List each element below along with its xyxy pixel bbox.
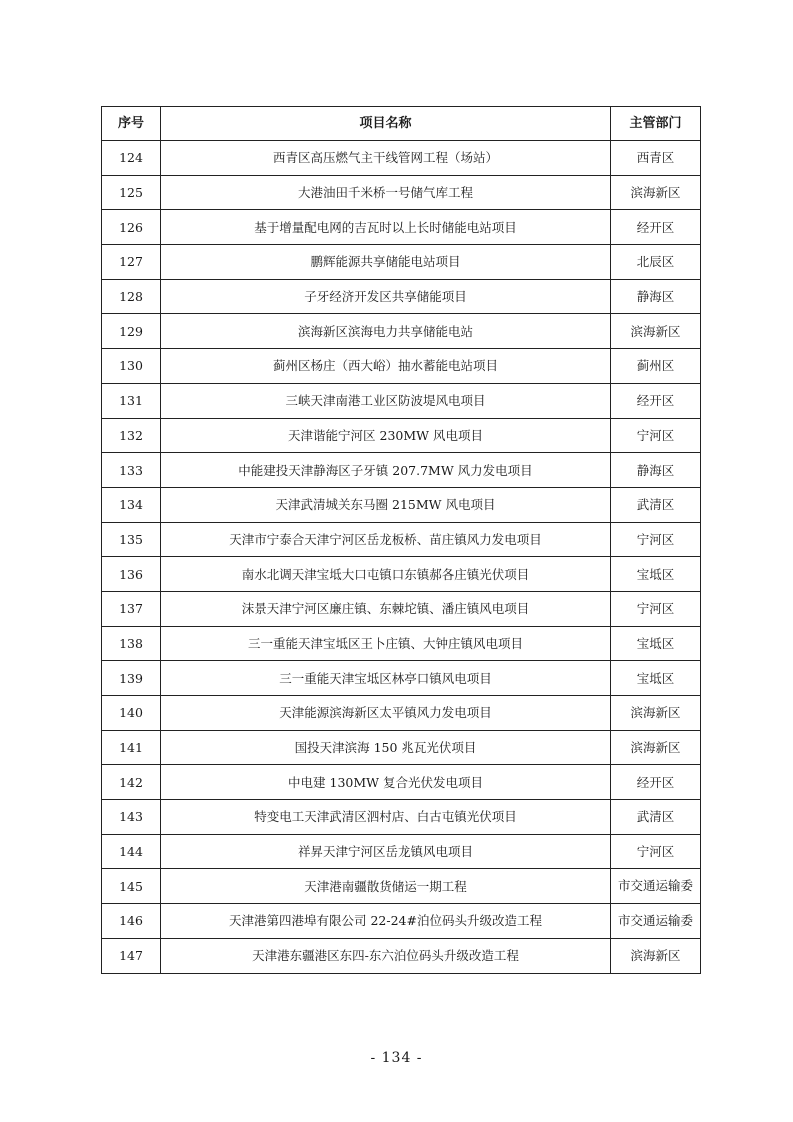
cell-project-name: 三一重能天津宝坻区王卜庄镇、大钟庄镇风电项目 — [161, 626, 611, 661]
header-department: 主管部门 — [611, 107, 701, 141]
cell-index: 142 — [102, 765, 161, 800]
table-row — [102, 765, 701, 800]
table-header-row — [102, 107, 701, 141]
table-row — [102, 557, 701, 592]
table-row — [102, 210, 701, 245]
cell-project-name: 三一重能天津宝坻区林亭口镇风电项目 — [161, 661, 611, 696]
table-row — [102, 869, 701, 904]
cell-project-name: 天津港东疆港区东四-东六泊位码头升级改造工程 — [161, 938, 611, 973]
cell-index: 126 — [102, 210, 161, 245]
header-index: 序号 — [102, 107, 161, 141]
cell-index: 145 — [102, 869, 161, 904]
table-row — [102, 175, 701, 210]
cell-index: 127 — [102, 245, 161, 280]
cell-department: 滨海新区 — [611, 938, 701, 973]
cell-project-name: 西青区高压燃气主干线管网工程（场站） — [161, 141, 611, 176]
cell-project-name: 天津市宁泰合天津宁河区岳龙板桥、苗庄镇风力发电项目 — [161, 522, 611, 557]
table-row — [102, 453, 701, 488]
cell-project-name: 天津港第四港埠有限公司 22-24#泊位码头升级改造工程 — [161, 904, 611, 939]
cell-index: 139 — [102, 661, 161, 696]
cell-project-name: 大港油田千米桥一号储气库工程 — [161, 175, 611, 210]
cell-project-name: 天津能源滨海新区太平镇风力发电项目 — [161, 696, 611, 731]
cell-department: 滨海新区 — [611, 314, 701, 349]
cell-department: 武清区 — [611, 800, 701, 835]
cell-project-name: 子牙经济开发区共享储能项目 — [161, 279, 611, 314]
table-row — [102, 522, 701, 557]
table-row — [102, 938, 701, 973]
cell-department: 北辰区 — [611, 245, 701, 280]
cell-index: 140 — [102, 696, 161, 731]
table-row — [102, 349, 701, 384]
cell-project-name: 鹏辉能源共享储能电站项目 — [161, 245, 611, 280]
cell-department: 宁河区 — [611, 522, 701, 557]
cell-index: 125 — [102, 175, 161, 210]
cell-project-name: 祥昇天津宁河区岳龙镇风电项目 — [161, 834, 611, 869]
cell-index: 136 — [102, 557, 161, 592]
cell-project-name: 中电建 130MW 复合光伏发电项目 — [161, 765, 611, 800]
cell-project-name: 蓟州区杨庄（西大峪）抽水蓄能电站项目 — [161, 349, 611, 384]
cell-department: 滨海新区 — [611, 730, 701, 765]
table-row — [102, 834, 701, 869]
cell-department: 宝坻区 — [611, 557, 701, 592]
cell-project-name: 天津港南疆散货储运一期工程 — [161, 869, 611, 904]
cell-project-name: 天津武清城关东马圈 215MW 风电项目 — [161, 487, 611, 522]
cell-project-name: 滨海新区滨海电力共享储能电站 — [161, 314, 611, 349]
table-row — [102, 418, 701, 453]
cell-project-name: 基于增量配电网的吉瓦时以上长时储能电站项目 — [161, 210, 611, 245]
cell-department: 蓟州区 — [611, 349, 701, 384]
cell-department: 西青区 — [611, 141, 701, 176]
cell-index: 147 — [102, 938, 161, 973]
cell-department: 市交通运输委 — [611, 869, 701, 904]
table-row — [102, 730, 701, 765]
table-row — [102, 383, 701, 418]
cell-project-name: 三峡天津南港工业区防波堤风电项目 — [161, 383, 611, 418]
cell-index: 144 — [102, 834, 161, 869]
cell-project-name: 国投天津滨海 150 兆瓦光伏项目 — [161, 730, 611, 765]
cell-department: 宝坻区 — [611, 661, 701, 696]
table-row — [102, 904, 701, 939]
cell-index: 134 — [102, 487, 161, 522]
table-row — [102, 696, 701, 731]
cell-department: 经开区 — [611, 210, 701, 245]
cell-index: 128 — [102, 279, 161, 314]
cell-project-name: 沫景天津宁河区廉庄镇、东棘坨镇、潘庄镇风电项目 — [161, 591, 611, 626]
cell-department: 宝坻区 — [611, 626, 701, 661]
cell-project-name: 南水北调天津宝坻大口屯镇口东镇郝各庄镇光伏项目 — [161, 557, 611, 592]
cell-project-name: 中能建投天津静海区子牙镇 207.7MW 风力发电项目 — [161, 453, 611, 488]
table-row — [102, 279, 701, 314]
cell-index: 129 — [102, 314, 161, 349]
cell-department: 滨海新区 — [611, 175, 701, 210]
table-row — [102, 661, 701, 696]
cell-index: 135 — [102, 522, 161, 557]
cell-index: 141 — [102, 730, 161, 765]
project-table — [101, 106, 701, 974]
header-project-name: 项目名称 — [161, 107, 611, 141]
cell-project-name: 特变电工天津武清区泗村店、白古屯镇光伏项目 — [161, 800, 611, 835]
table-row — [102, 591, 701, 626]
cell-department: 宁河区 — [611, 591, 701, 626]
cell-index: 146 — [102, 904, 161, 939]
cell-department: 市交通运输委 — [611, 904, 701, 939]
cell-department: 静海区 — [611, 279, 701, 314]
table-row — [102, 314, 701, 349]
cell-index: 137 — [102, 591, 161, 626]
cell-index: 130 — [102, 349, 161, 384]
cell-index: 124 — [102, 141, 161, 176]
table-row — [102, 141, 701, 176]
table-row — [102, 245, 701, 280]
cell-department: 滨海新区 — [611, 696, 701, 731]
cell-index: 133 — [102, 453, 161, 488]
cell-department: 经开区 — [611, 383, 701, 418]
cell-project-name: 天津谐能宁河区 230MW 风电项目 — [161, 418, 611, 453]
table-row — [102, 487, 701, 522]
cell-department: 武清区 — [611, 487, 701, 522]
cell-index: 143 — [102, 800, 161, 835]
table-row — [102, 800, 701, 835]
cell-index: 131 — [102, 383, 161, 418]
cell-department: 静海区 — [611, 453, 701, 488]
cell-index: 138 — [102, 626, 161, 661]
table-row — [102, 626, 701, 661]
page-number: - 134 - — [370, 1050, 423, 1066]
cell-department: 经开区 — [611, 765, 701, 800]
cell-department: 宁河区 — [611, 834, 701, 869]
cell-index: 132 — [102, 418, 161, 453]
cell-department: 宁河区 — [611, 418, 701, 453]
